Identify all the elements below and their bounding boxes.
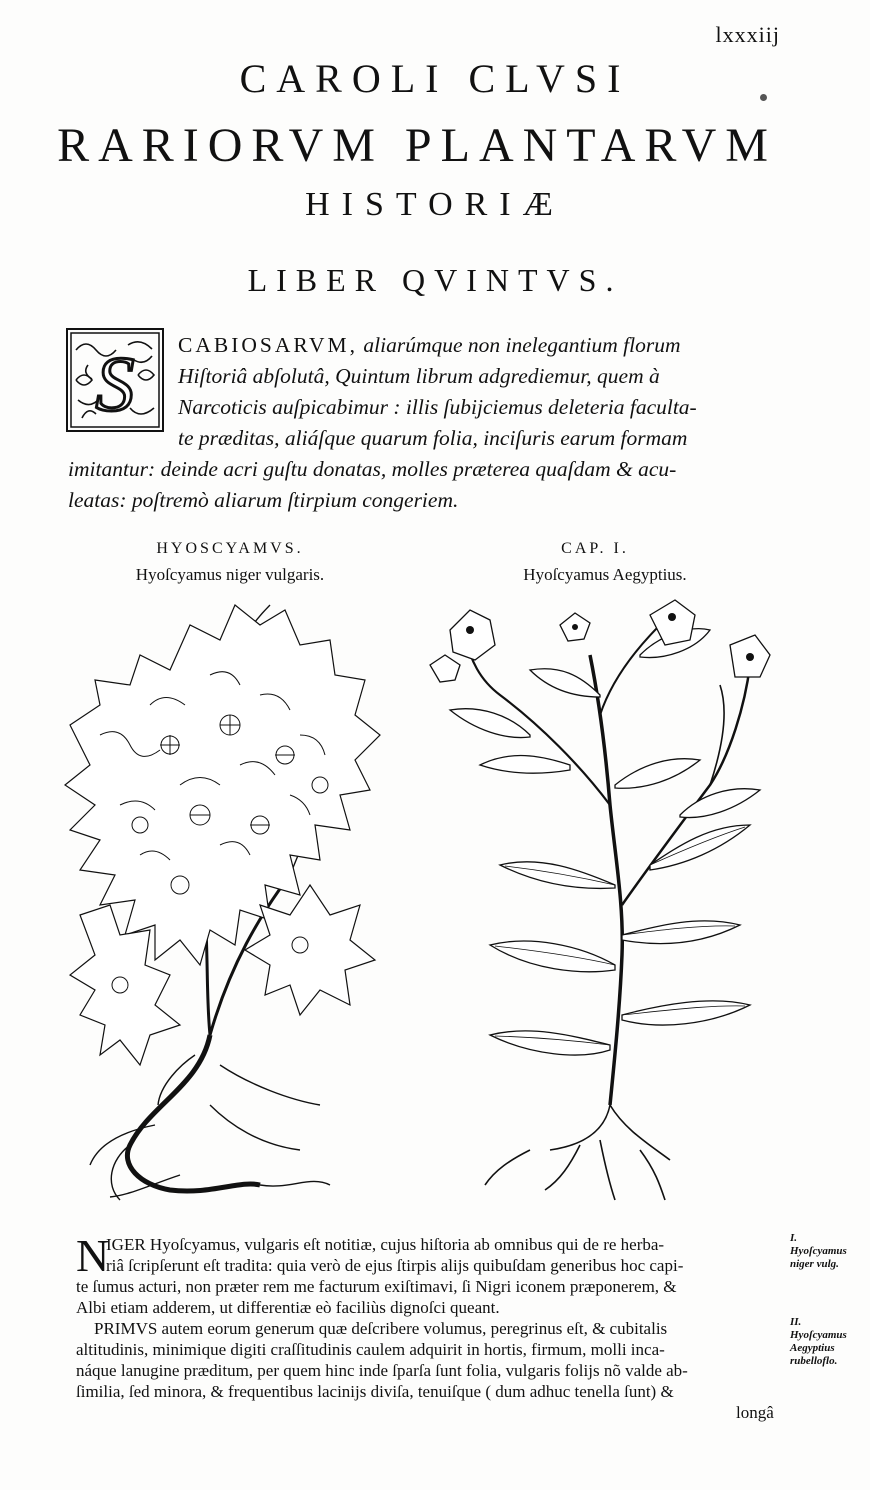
body-line-5: PRIMVS autem eorum generum quӕ deſcribere volumus, peregrinus eſt, & cubitalis [94, 1319, 668, 1338]
body-line-8: ſimilia, ſed minora, & frequentibus lacinijs diviſa, tenuiſque ( dum adhuc tenella ſunt) & [76, 1382, 674, 1401]
intro-line-3: Narcoticis auſpicabimur : illis ſubijciemus deleteria faculta- [178, 395, 697, 419]
figure-2-heading: CAP. I. [561, 540, 629, 557]
body-line-2: riâ ſcripſerunt eſt tradita: quia verò de ejus ſtirpis alijs quibuſdam generibus hoc capi- [106, 1256, 684, 1275]
intro-line-1: aliarúmque non inelegantium florum [358, 333, 681, 357]
intro-line-6: leatas: poſtremò aliarum ſtirpium congeriem. [68, 488, 459, 512]
body-line-7: náque lanugine prӕditum, per quem hinc inde ſparſa ſunt folia, vulgaris folijs nõ valde ab- [76, 1361, 688, 1380]
margin-note-2: II. Hyoſcyamus Aegyptius rubelloflo. [790, 1316, 847, 1367]
intro-smallcaps: CABIOSARVM, [178, 333, 359, 357]
figure-1-heading: HYOSCYAMVS. [156, 540, 304, 557]
figure-1-name: Hyoſcyamus niger vulgaris. [135, 565, 325, 584]
title-book: LIBER QVINTVS. [247, 262, 623, 298]
intro-line-2: Hiſtoriâ abſolutâ, Quintum librum adgrediemur, quem à [178, 364, 660, 388]
body-initial: N [76, 1230, 110, 1281]
hyoscyamus-aegyptius-woodcut [410, 585, 790, 1210]
page-number: lxxxiij [715, 22, 780, 47]
hyoscyamus-niger-woodcut [60, 585, 390, 1210]
intro-line-4: te prӕditas, aliáſque quarum folia, inciſuris earum formam [178, 426, 688, 450]
body-line-3: te ſumus acturi, non prӕter rem me facturum exiſtimavi, ſi Nigri iconem prӕponerem, & [76, 1277, 677, 1296]
title-main: RARIORVM PLANTARVM [57, 119, 777, 172]
body-line-4: Albi etiam adderem, ut differentiӕ eò faciliùs dignoſci queant. [76, 1298, 500, 1317]
intro-line-5: imitantur: deinde acri guſtu donatas, molles prӕterea quaſdam & acu- [68, 457, 677, 481]
title-author: CAROLI CLVSI [239, 56, 631, 101]
catchword: longâ [736, 1403, 774, 1422]
margin-note-1: I. Hyoſcyamus niger vulg. [790, 1232, 847, 1270]
dropcap-letter: S [95, 340, 135, 427]
body-line-1: IGER Hyoſcyamus, vulgaris eſt notitiӕ, cujus hiſtoria ab omnibus qui de re herba- [106, 1235, 665, 1254]
body-line-6: altitudinis, minimique digiti craſſitudinis caulem adquirit in hortis, firmum, molli inca- [76, 1340, 665, 1359]
title-historiae: HISTORIÆ [305, 186, 565, 223]
decorative-initial [66, 328, 164, 432]
figure-2-name: Hyoſcyamus Aegyptius. [523, 565, 687, 584]
